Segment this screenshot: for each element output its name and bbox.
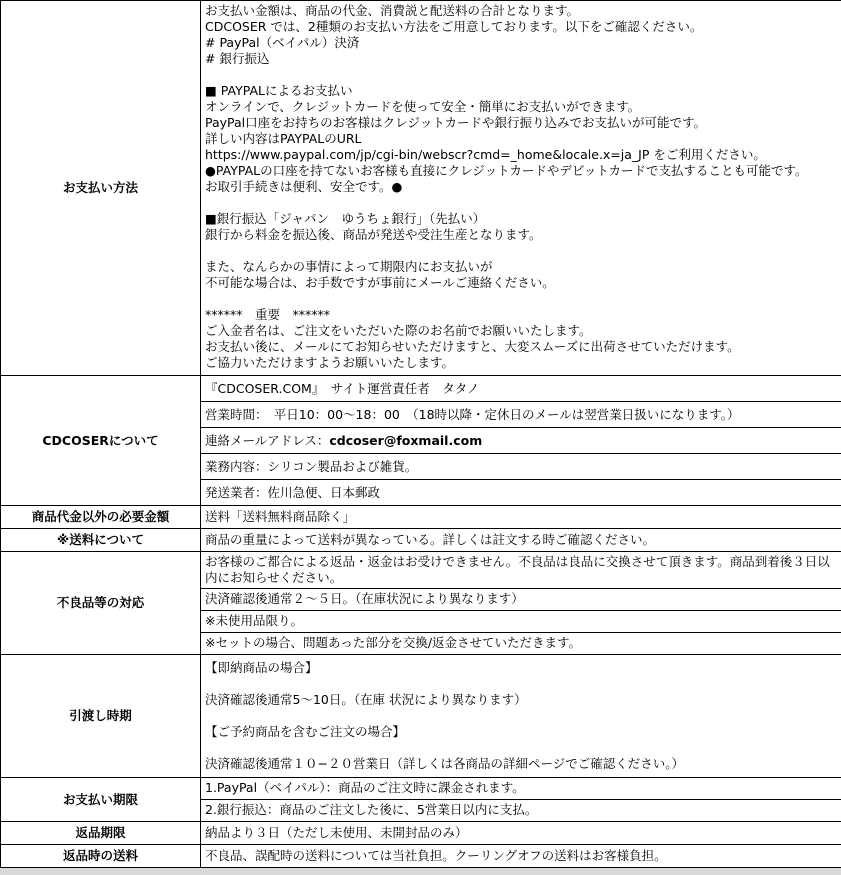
row-shipping-note	[1, 529, 841, 552]
text-line: ご入金者名は、ご注文をいただいた際のお名前でお願いいたします。	[205, 323, 837, 339]
payment-deadline-line: 2.銀行振込：商品のご注文した後に、5営業日以内に支払。	[201, 800, 841, 821]
row-delivery	[1, 655, 841, 778]
row-extra-fees	[1, 506, 841, 529]
text-line: 決済確認後通常5〜10日。（在庫 状況により異なります）	[205, 692, 837, 708]
text-line: 詳しい内容はPAYPALのURL	[205, 131, 837, 147]
row-label-extra-fees: 商品代金以外の必要金額	[1, 506, 201, 529]
row-label-about: CDCOSERについて	[1, 376, 201, 506]
text-line: 銀行から料金を振込後、商品が発送や受注生産となります。	[205, 227, 837, 243]
text-line: ●PAYPALの口座を持てないお客様も直接にクレジットカードやデビットカードで支払することも可能です。	[205, 163, 837, 179]
payment-method-details	[201, 1, 841, 376]
extra-fees-text: 送料「送料無料商品除く」	[201, 506, 841, 529]
text-line: ****** 重要 ******	[205, 307, 837, 323]
text-line	[205, 195, 837, 211]
defect-policy-line: ※未使用品限り。	[201, 611, 841, 633]
payment-deadline-line: 1.PayPal（ベイパル）：商品のご注文時に課金されます。	[201, 778, 841, 800]
text-line: ■ PAYPALによるお支払い	[205, 83, 837, 99]
row-about	[1, 376, 841, 506]
row-return-deadline	[1, 822, 841, 845]
defect-policy-line: お客様のご都合による返品・返金はお受けできません。不良品は良品に交換させて頂きます。商品到着後３日以内にお知らせください。	[201, 552, 841, 589]
defect-policy-line: 決済確認後通常２〜５日。（在庫状況により異なります）	[201, 589, 841, 611]
defects-details	[201, 552, 841, 655]
delivery-details	[201, 655, 841, 778]
text-line: PayPal口座をお持ちのお客様はクレジットカードや銀行振り込みでお支払いが可能です。	[205, 115, 837, 131]
row-defects	[1, 552, 841, 655]
text-line: 決済確認後通常１０−２０営業日（詳しくは各商品の詳細ページでご確認ください。）	[205, 756, 837, 772]
defects-items	[201, 552, 841, 654]
row-return-shipping	[1, 845, 841, 868]
text-line: オンラインで、クレジットカードを使って安全・簡単にお支払いができます。	[205, 99, 837, 115]
defect-policy-line: ※セットの場合、問題あった部分を交換/返金させていただきます。	[201, 633, 841, 654]
row-label-return-deadline: 返品期限	[1, 822, 201, 845]
text-line	[205, 708, 837, 724]
shipping-note-text: 商品の重量によって送料が異なっている。詳しくは註文する時ご確認ください。	[201, 529, 841, 552]
delivery-lines	[205, 660, 837, 772]
page-bottom-strip	[0, 868, 841, 875]
contact-label: 連絡メールアドレス：	[205, 433, 329, 448]
text-line: ご協力いただけますようお願いいたします。	[205, 355, 837, 371]
about-business: 業務内容：シリコン製品および雑貨。	[201, 454, 841, 480]
return-deadline-text: 納品より３日（ただし未使用、未開封品のみ）	[201, 822, 841, 845]
text-line: # 銀行振込	[205, 51, 837, 67]
text-line: https://www.paypal.com/jp/cgi-bin/webscr?cmd=_home&locale.x=ja_JP をご利用ください。	[205, 147, 837, 163]
text-line: ■銀行振込「ジャパン ゆうちょ銀行」（先払い）	[205, 211, 837, 227]
text-line: また、なんらかの事情によって期限内にお支払いが	[205, 259, 837, 275]
row-label-delivery: 引渡し時期	[1, 655, 201, 778]
return-shipping-text: 不良品、誤配時の送料については当社負担。クーリングオフの送料はお客様負担。	[201, 845, 841, 868]
payment-method-lines	[205, 3, 837, 371]
text-line: 不可能な場合は、お手数ですが事前にメールご連絡ください。	[205, 275, 837, 291]
text-line	[205, 676, 837, 692]
text-line	[205, 67, 837, 83]
text-line: お支払い金額は、商品の代金、消費説と配送料の合計となります。	[205, 3, 837, 19]
row-label-shipping-note: ※送料について	[1, 529, 201, 552]
text-line	[205, 243, 837, 259]
text-line: 【ご予約商品を含むご注文の場合】	[205, 724, 837, 740]
text-line: お取引手続きは便利、安全です。●	[205, 179, 837, 195]
about-details	[201, 376, 841, 506]
about-operator: 『CDCOSER.COM』 サイト運営責任者 タタノ	[201, 376, 841, 402]
text-line: お支払い後に、メールにてお知らせいただけますと、大変スムーズに出荷させていただけます。	[205, 339, 837, 355]
row-payment-deadline	[1, 778, 841, 822]
text-line	[205, 740, 837, 756]
text-line	[205, 291, 837, 307]
row-label-return-shipping: 返品時の送料	[1, 845, 201, 868]
text-line: 【即納商品の場合】	[205, 660, 837, 676]
payment-deadline-details	[201, 778, 841, 822]
row-label-defects: 不良品等の対応	[1, 552, 201, 655]
row-label-payment-method: お支払い方法	[1, 1, 201, 376]
row-payment-method	[1, 1, 841, 376]
text-line: CDCOSER では、2種類のお支払い方法をご用意しております。以下をご確認ください。	[205, 19, 837, 35]
about-shipper: 発送業者：佐川急便、日本郵政	[201, 480, 841, 505]
about-contact	[201, 428, 841, 454]
row-label-payment-deadline: お支払い期限	[1, 778, 201, 822]
text-line: # PayPal（ベイパル）決済	[205, 35, 837, 51]
about-hours: 営業時間： 平日10：00〜18：00 （18時以降・定休日のメールは翌営業日扱いになります。）	[201, 402, 841, 428]
payment-deadline-items	[201, 778, 841, 821]
contact-email: cdcoser@foxmail.com	[329, 433, 482, 448]
